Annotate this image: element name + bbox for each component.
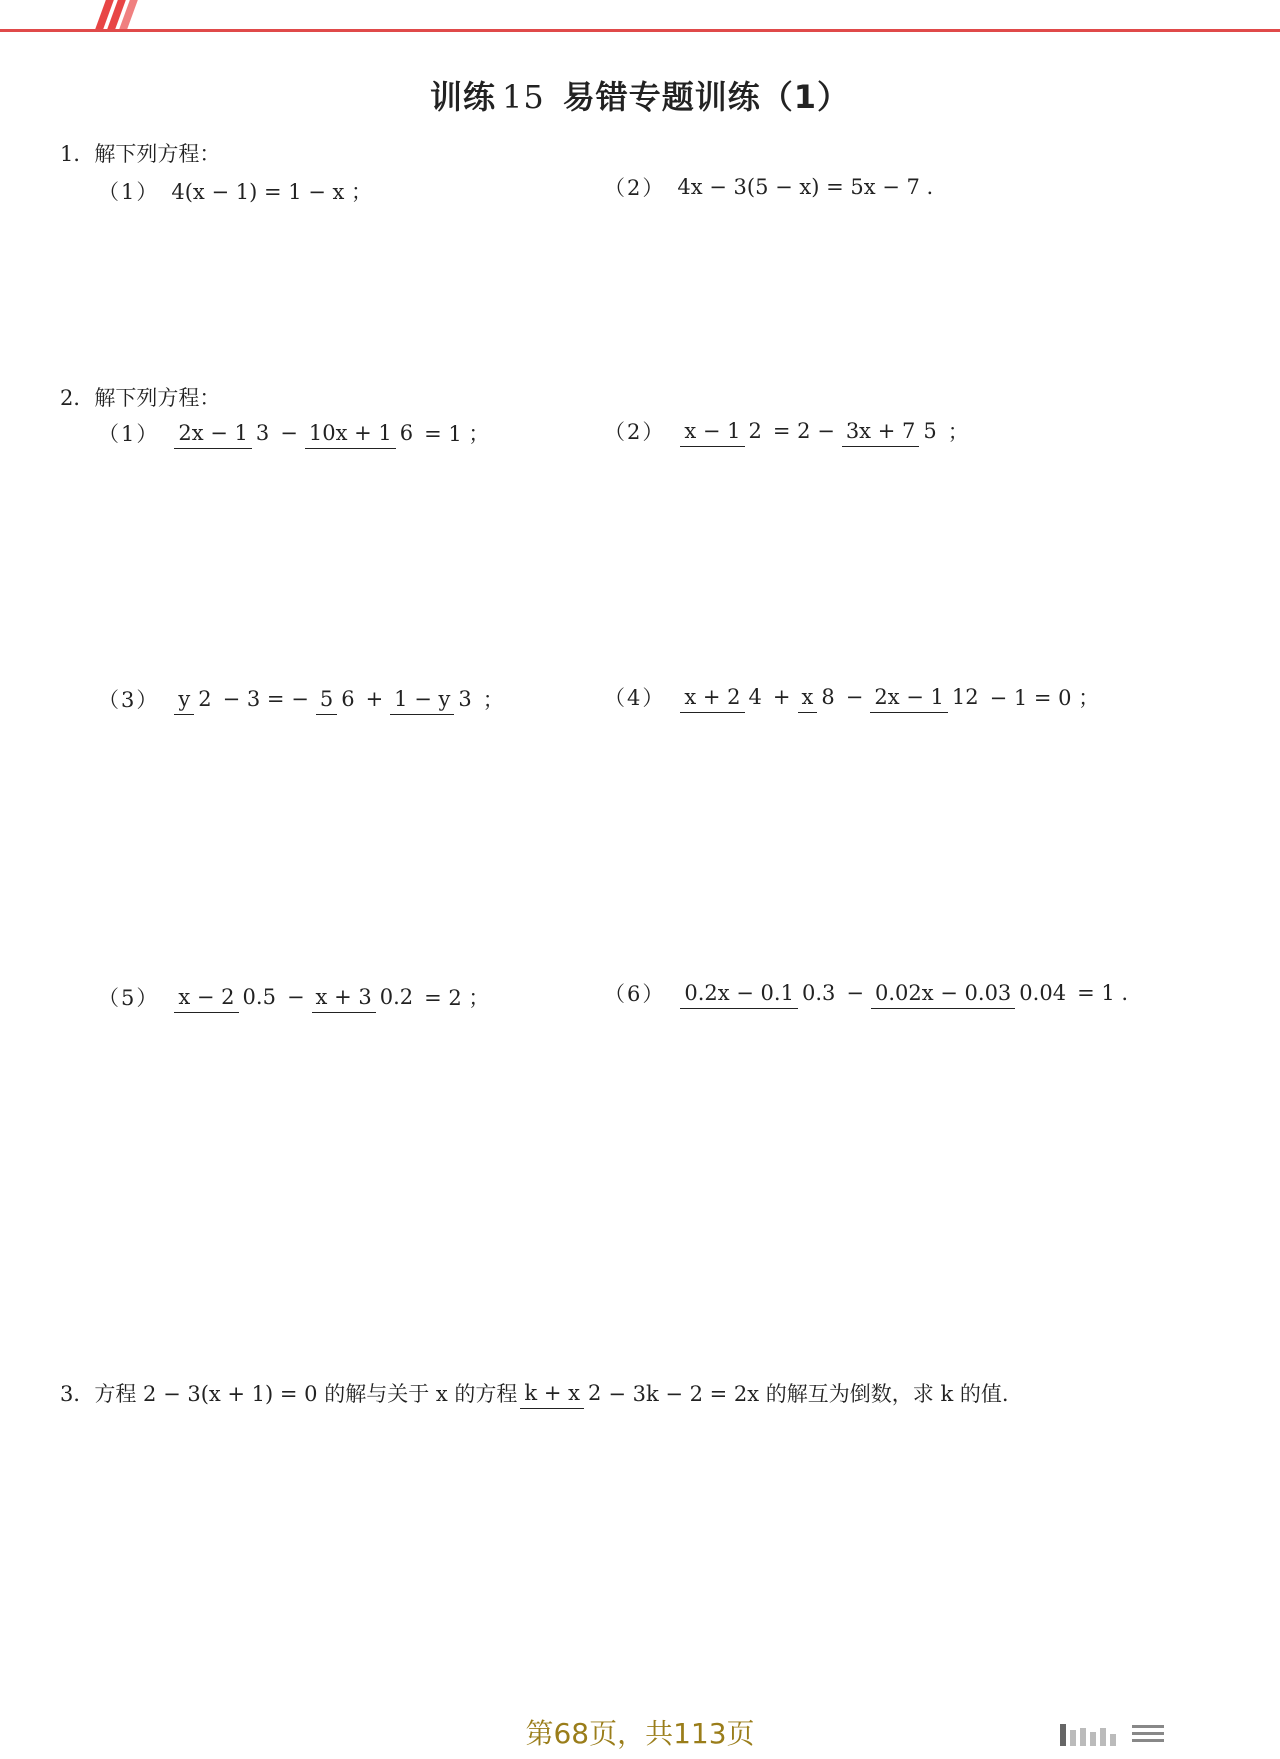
q2-p2-label: （2） bbox=[604, 420, 666, 444]
equation-tail: = 1 . bbox=[1077, 981, 1129, 1005]
denominator: 0.04 bbox=[1019, 981, 1067, 1005]
q3-problem bbox=[60, 1378, 1009, 1408]
denominator: 6 bbox=[399, 421, 414, 445]
q2-part6 bbox=[604, 978, 1132, 1008]
numerator: 1 − y bbox=[390, 687, 454, 715]
denominator: 3 bbox=[255, 421, 270, 445]
equation-tail: ； bbox=[947, 420, 969, 444]
operator: + bbox=[772, 685, 791, 709]
fraction bbox=[520, 1381, 605, 1405]
fraction bbox=[305, 421, 417, 445]
denominator: 3 bbox=[458, 687, 472, 711]
q3-text-before: 3．方程 2 − 3(x + 1) = 0 的解与关于 x 的方程 bbox=[60, 1382, 518, 1406]
numerator: 0.02x − 0.03 bbox=[871, 981, 1015, 1009]
page-title bbox=[0, 72, 1280, 118]
numerator: y bbox=[174, 687, 194, 715]
operator: − 3 = − bbox=[222, 687, 309, 711]
q1-part1 bbox=[98, 176, 372, 206]
fraction bbox=[312, 985, 418, 1009]
operator: − bbox=[280, 421, 298, 445]
denominator: 2 bbox=[748, 419, 762, 443]
equation-tail: − 1 = 0 ； bbox=[989, 686, 1100, 710]
q2-part1 bbox=[98, 418, 493, 448]
operator: − bbox=[845, 685, 864, 709]
title-suffix: （1） bbox=[760, 78, 851, 116]
denominator: 8 bbox=[821, 685, 835, 709]
q2-heading: 2．解下列方程： bbox=[60, 386, 221, 410]
title-prefix: 训练 bbox=[429, 78, 496, 116]
q1-p2-expr: 4x − 3(5 − x) = 5x − 7 . bbox=[677, 175, 934, 199]
numerator: 2x − 1 bbox=[870, 685, 948, 713]
fraction bbox=[174, 687, 215, 711]
fraction bbox=[680, 685, 766, 709]
q2-p1-label: （1） bbox=[98, 422, 160, 446]
q2-p3-label: （3） bbox=[98, 688, 160, 712]
denominator: 0.5 bbox=[242, 985, 276, 1009]
fraction bbox=[842, 419, 941, 443]
operator: = 2 − bbox=[772, 419, 835, 443]
menu-lines-icon[interactable] bbox=[1132, 1725, 1164, 1746]
fraction bbox=[870, 685, 982, 709]
denominator: 2 bbox=[198, 687, 212, 711]
numerator: 10x + 1 bbox=[305, 421, 396, 449]
denominator: 5 bbox=[923, 419, 937, 443]
viewer-controls-icon[interactable] bbox=[1060, 1724, 1164, 1746]
fraction bbox=[871, 981, 1070, 1005]
equation-tail: = 2 ； bbox=[424, 986, 490, 1010]
q2-part4 bbox=[604, 682, 1103, 712]
q1-part2 bbox=[604, 172, 933, 202]
q2-p6-label: （6） bbox=[604, 982, 666, 1006]
numerator: x + 2 bbox=[680, 685, 744, 713]
denominator: 0.2 bbox=[379, 985, 414, 1009]
fraction bbox=[174, 985, 280, 1009]
numerator: 5 bbox=[316, 687, 337, 715]
numerator: x + 3 bbox=[312, 985, 376, 1013]
fraction bbox=[174, 421, 273, 445]
fraction bbox=[390, 687, 476, 711]
title-main: 易错专题训练 bbox=[562, 78, 761, 116]
fraction bbox=[316, 687, 359, 711]
header-stripe bbox=[0, 29, 1280, 32]
denominator: 4 bbox=[748, 685, 762, 709]
denominator: 0.3 bbox=[801, 981, 836, 1005]
q2-part2 bbox=[604, 416, 973, 446]
q2-p5-label: （5） bbox=[98, 986, 160, 1010]
numerator: x − 2 bbox=[174, 985, 238, 1013]
numerator: 3x + 7 bbox=[842, 419, 920, 447]
page-counter: 第68页，共113页 bbox=[525, 1717, 755, 1750]
q1-p2-label: （2） bbox=[604, 176, 666, 200]
numerator: x bbox=[798, 685, 818, 713]
header-tab bbox=[0, 0, 270, 32]
equation-tail: = 1 ； bbox=[424, 422, 490, 446]
numerator: k + x bbox=[520, 1381, 584, 1409]
numerator: 0.2x − 0.1 bbox=[680, 981, 798, 1009]
title-number: 15 bbox=[502, 78, 545, 116]
q1-heading: 1．解下列方程： bbox=[60, 142, 221, 166]
denominator: 6 bbox=[341, 687, 355, 711]
operator: − bbox=[286, 985, 305, 1009]
fraction bbox=[798, 685, 839, 709]
q1-p1-label: （1） bbox=[98, 180, 160, 204]
q2-p4-label: （4） bbox=[604, 686, 666, 710]
q1-p1-expr: 4(x − 1) = 1 − x ； bbox=[171, 180, 373, 204]
denominator: 12 bbox=[951, 685, 979, 709]
numerator: 2x − 1 bbox=[174, 421, 252, 449]
operator: − bbox=[846, 981, 864, 1005]
equation-tail: ； bbox=[482, 688, 504, 712]
denominator: 2 bbox=[587, 1381, 602, 1405]
q3-text-after: − 3k − 2 = 2x 的解互为倒数，求 k 的值. bbox=[608, 1382, 1009, 1406]
header-decoration bbox=[0, 0, 1280, 40]
fraction bbox=[680, 419, 766, 443]
fraction bbox=[680, 981, 839, 1005]
q2-part3 bbox=[98, 684, 508, 714]
operator: + bbox=[365, 687, 384, 711]
q2-part5 bbox=[98, 982, 493, 1012]
numerator: x − 1 bbox=[680, 419, 744, 447]
